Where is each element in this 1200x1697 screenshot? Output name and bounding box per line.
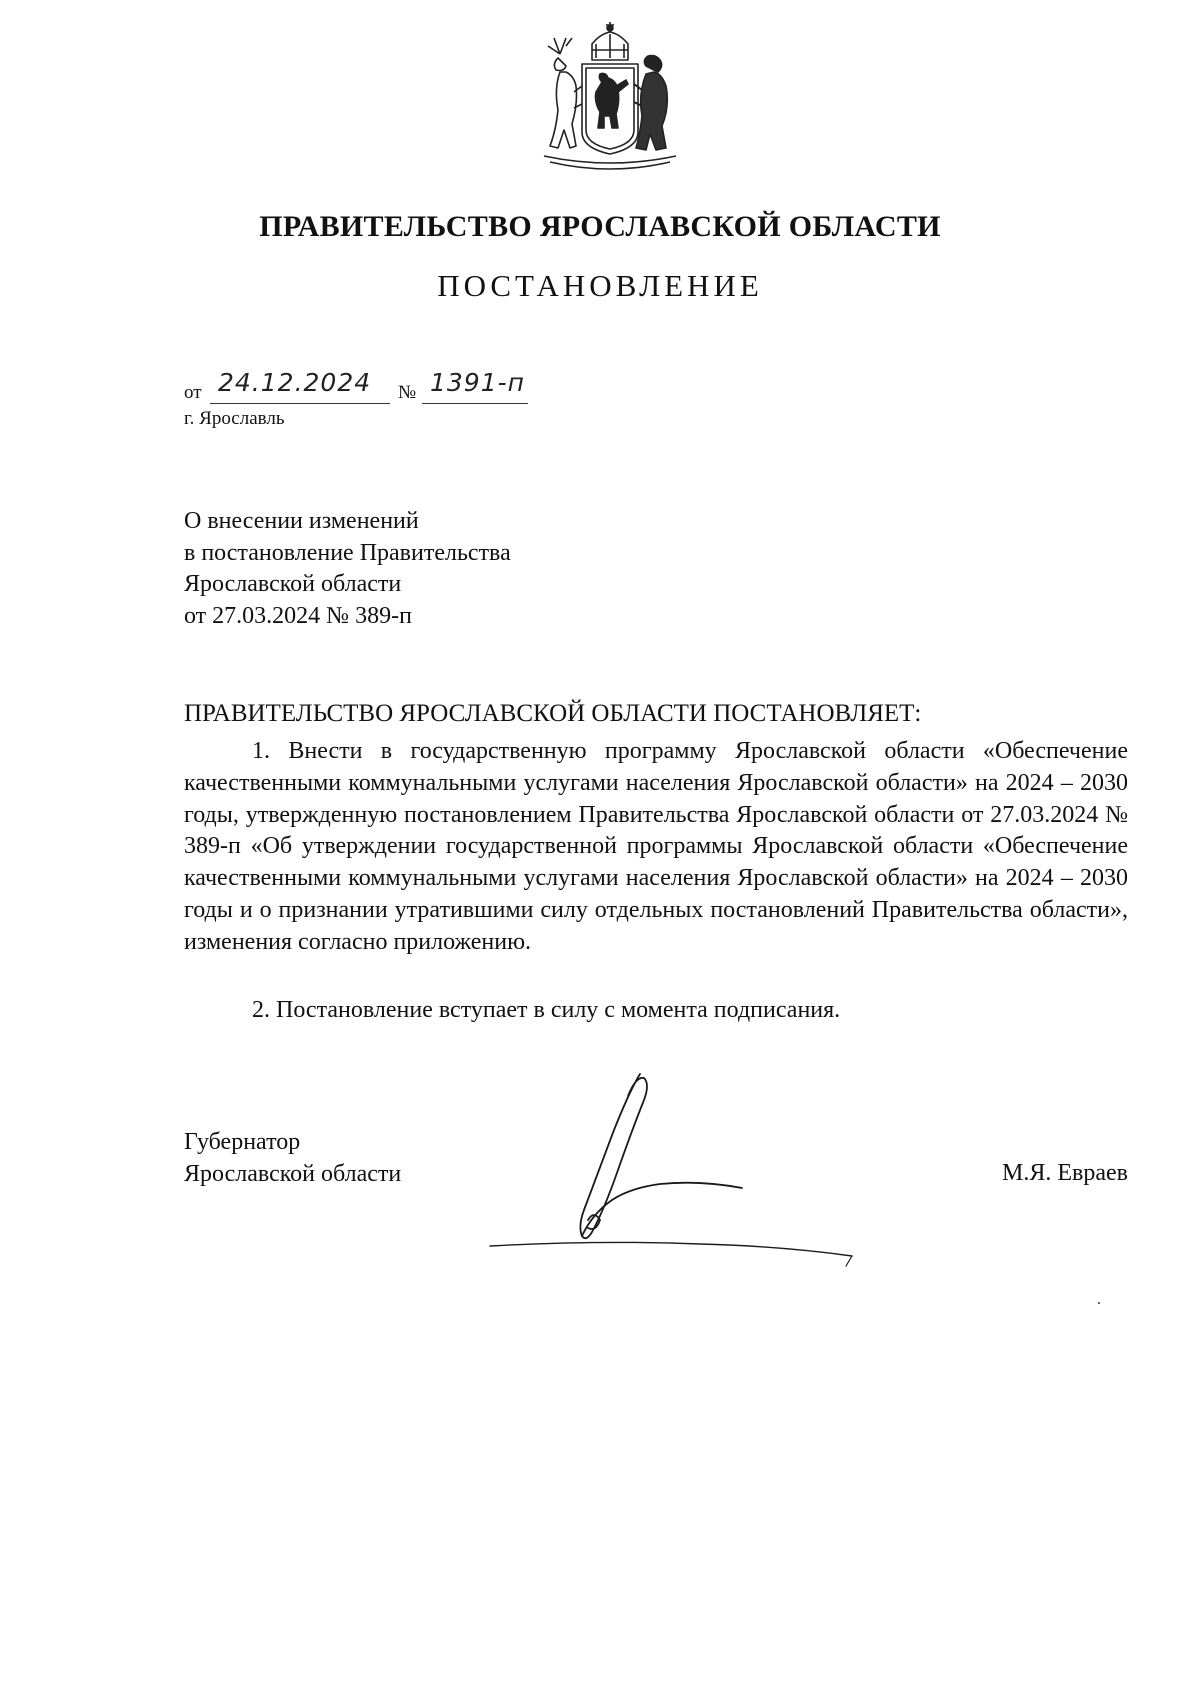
paragraph-1: 1. Внести в государственную программу Ярославской области «Обеспечение качественными коммунальными услугами населения Ярославской области» на 2024 – 2030 годы, утвержденную постановлением Правительства Ярославской области от 27.03.2024 № 389-п «Об утверждении государственной программы Ярославской области «Обеспечение качественными коммунальными услугами населения Ярославской области» на 2024 – 2030 годы и о признании утратившими силу отдельных постановлений Правительства области», изменения согласно приложению. — [184, 738, 1128, 955]
number-underline — [422, 403, 528, 404]
scan-speck — [1098, 1302, 1100, 1304]
paragraph-2: 2. Постановление вступает в силу с момента подписания. — [252, 997, 841, 1023]
subject-line: в постановление Правительства — [184, 539, 511, 566]
handwritten-signature-icon — [480, 1060, 900, 1270]
document-subject — [184, 506, 684, 632]
city: г. Ярославль — [184, 408, 285, 429]
coat-of-arms-icon — [530, 20, 690, 180]
date-prefix: от — [184, 382, 202, 403]
government-title: ПРАВИТЕЛЬСТВО ЯРОСЛАВСКОЙ ОБЛАСТИ — [259, 210, 941, 243]
number-prefix: № — [398, 382, 417, 403]
position-line: Губернатор — [184, 1129, 301, 1155]
subject-line: Ярославской области — [184, 571, 402, 597]
subject-line: от 27.03.2024 № 389-п — [184, 602, 412, 629]
handwritten-date: 24.12.2024 — [218, 368, 372, 397]
signatory-position — [184, 1126, 401, 1190]
resolves-heading: ПРАВИТЕЛЬСТВО ЯРОСЛАВСКОЙ ОБЛАСТИ ПОСТАНОВЛЯЕТ: — [184, 700, 922, 727]
registration-line — [184, 368, 544, 406]
date-underline — [210, 403, 390, 404]
handwritten-number: 1391-п — [430, 368, 525, 397]
signatory-name: М.Я. Евраев — [1002, 1160, 1128, 1186]
document-type-title: ПОСТАНОВЛЕНИЕ — [437, 268, 763, 303]
subject-line: О внесении изменений — [184, 508, 419, 534]
position-line: Ярославской области — [184, 1161, 402, 1187]
